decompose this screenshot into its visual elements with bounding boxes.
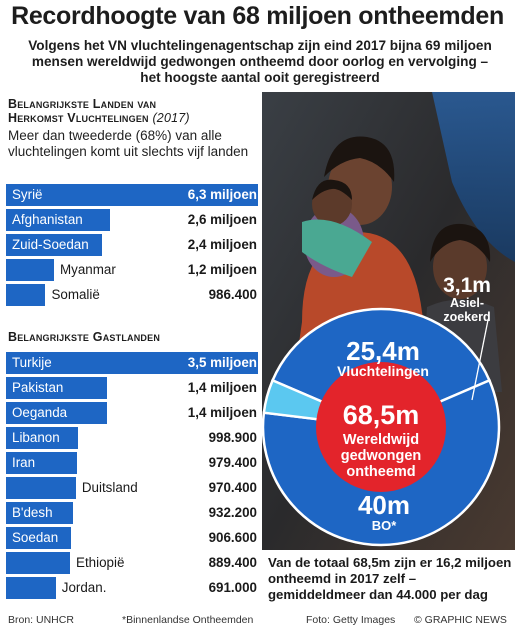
bar-category-label: Syrië: [12, 187, 43, 202]
bar-row: [0, 577, 262, 599]
bar-value-label: 1,4 miljoen: [187, 380, 257, 395]
bar-value-label: 979.400: [208, 455, 257, 470]
bar: [6, 259, 54, 281]
bar-row: [0, 209, 262, 231]
bar-row: [0, 352, 262, 374]
bar-category-label: Somalië: [51, 287, 100, 302]
total-label-3: ontheemd: [346, 464, 416, 480]
bar-row: [0, 284, 262, 306]
bar-row: [0, 402, 262, 424]
page-subtitle: Volgens het VN vluchtelingenagentschap zijn eind 2017 bijna 69 miljoen mensen wereldwijd gedwongen ontheemd door oorlog en vervolging – het hoogste aantal ooit geregistreerd: [28, 38, 492, 85]
bar-value-label: 998.900: [208, 430, 257, 445]
bar-category-label: Pakistan: [12, 380, 64, 395]
bar-row: [0, 552, 262, 574]
idp-value: 40m: [357, 490, 411, 520]
bar-value-label: 906.600: [208, 530, 257, 545]
bar-category-label: Soedan: [12, 530, 59, 545]
bar-row: [0, 477, 262, 499]
bar: [6, 477, 76, 499]
bar-category-label: Ethiopië: [76, 555, 125, 570]
asylum-label-1: Asiel-: [449, 296, 485, 310]
bar-value-label: 1,2 miljoen: [187, 262, 257, 277]
displacement-donut-chart: [262, 92, 515, 550]
bar-category-label: B'desh: [12, 505, 53, 520]
bar-category-label: Turkije: [12, 355, 52, 370]
photo-credit: Foto: Getty Images: [306, 614, 396, 626]
asylum-value: 3,1m: [443, 274, 491, 297]
origin-heading: [8, 97, 190, 125]
bar-category-label: Iran: [12, 455, 36, 470]
origin-heading-year: (2017): [152, 111, 190, 125]
footnote: *Binnenlandse Ontheemden: [122, 614, 254, 626]
bar-row: [0, 502, 262, 524]
bar-value-label: 889.400: [208, 555, 257, 570]
bar-category-label: Jordan.: [61, 580, 107, 595]
refugees-label: Vluchtelingen: [337, 363, 429, 379]
bar-value-label: 2,4 miljoen: [187, 237, 257, 252]
bar-row: [0, 427, 262, 449]
origin-heading-line2: Herkomst Vluchtelingen (2017): [8, 111, 190, 125]
bar: [6, 552, 70, 574]
page-title: Recordhoogte van 68 miljoen ontheemden: [11, 2, 504, 30]
bar-value-label: 691.000: [208, 580, 257, 595]
total-value: 68,5m: [342, 400, 420, 430]
bar: [6, 284, 45, 306]
bar-row: [0, 259, 262, 281]
total-label-2: gedwongen: [340, 448, 422, 464]
origin-intro: Meer dan tweederde (68%) van alle vluchtelingen komt uit slechts vijf landen: [8, 128, 249, 159]
origin-heading-line1: Belangrijkste Landen van: [8, 97, 157, 111]
bar-value-label: 970.400: [208, 480, 257, 495]
hosts-heading: Belangrijkste Gastlanden: [8, 330, 161, 344]
bar-row: [0, 234, 262, 256]
bar-category-label: Duitsland: [81, 480, 138, 495]
bar-value-label: 2,6 miljoen: [187, 212, 257, 227]
bar-category-label: Zuid-Soedan: [12, 237, 89, 252]
bar-row: [0, 452, 262, 474]
bar-value-label: 1,4 miljoen: [187, 405, 257, 420]
refugees-value: 25,4m: [346, 336, 420, 366]
bar-row: [0, 527, 262, 549]
daily-displacement-note: Van de totaal 68,5m zijn er 16,2 miljoen ontheemd in 2017 zelf – gemiddeldmeer dan 44.000 per dag: [268, 555, 512, 602]
idp-label: BO*: [371, 518, 397, 533]
bar-value-label: 3,5 miljoen: [187, 355, 257, 370]
asylum-label-2: zoekerd: [443, 310, 491, 324]
bar-row: [0, 184, 262, 206]
bar-value-label: 6,3 miljoen: [187, 187, 257, 202]
bar-category-label: Afghanistan: [12, 212, 83, 227]
copyright: © GRAPHIC NEWS: [414, 614, 507, 626]
bar-category-label: Libanon: [12, 430, 60, 445]
bar-row: [0, 377, 262, 399]
bar-category-label: Oeganda: [12, 405, 68, 420]
bar-value-label: 932.200: [208, 505, 257, 520]
source-note: Bron: UNHCR: [8, 614, 74, 626]
bar: [6, 577, 56, 599]
bar-value-label: 986.400: [208, 287, 257, 302]
bar-category-label: Myanmar: [60, 262, 116, 277]
total-label-1: Wereldwijd: [342, 432, 420, 448]
